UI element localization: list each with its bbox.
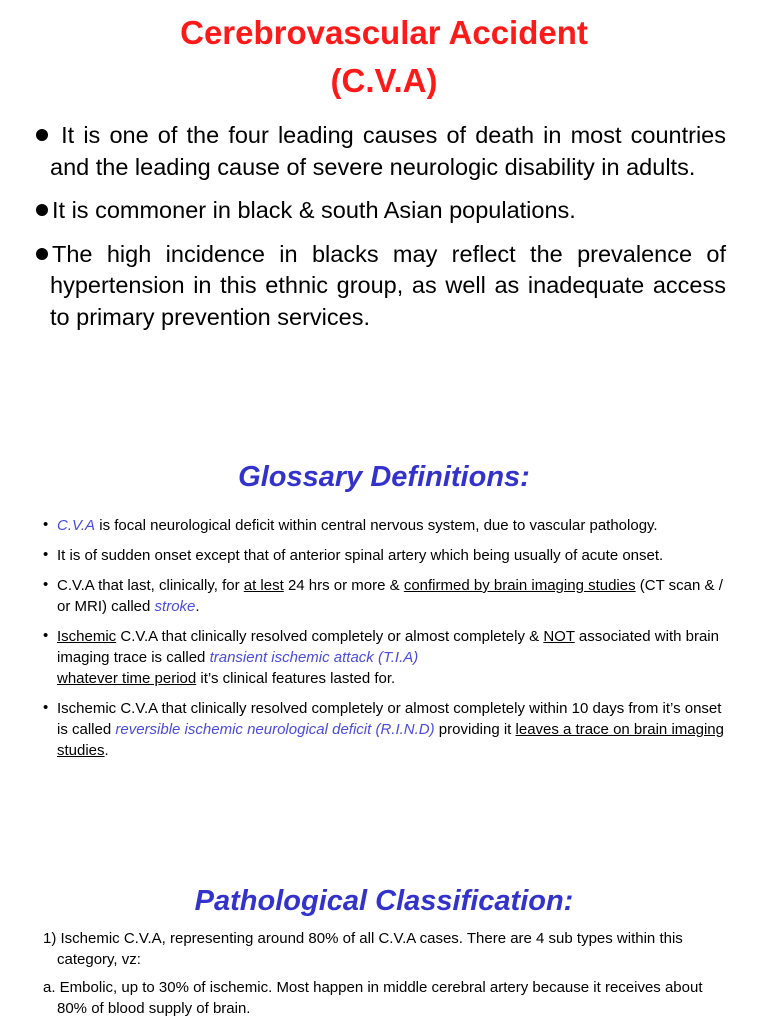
bullet-icon: •	[43, 546, 49, 563]
bullet-dot-icon	[36, 204, 48, 216]
classification-heading: Pathological Classification:	[194, 885, 574, 917]
glossary-heading: Glossary Definitions:	[238, 461, 530, 493]
classification-item: a. Embolic, up to 30% of ischemic. Most happen in middle cerebral artery because it receives about 80% of blood supply of brain.	[43, 979, 703, 1017]
bullet-icon: •	[43, 516, 49, 533]
glossary-list	[43, 515, 733, 770]
bullet-dot-icon	[36, 248, 48, 260]
bullet-icon: •	[43, 576, 49, 593]
bullet-icon: •	[43, 627, 49, 644]
intro-bullet-list	[36, 120, 726, 345]
classification-list	[43, 928, 733, 1026]
glossary-item: • C.V.A is focal neurological deficit within central nervous system, due to vascular pathology.	[43, 516, 658, 534]
glossary-item: • Ischemic C.V.A that clinically resolved completely or almost completely & NOT associated with brain imaging trace is called transient ischemic attack (T.I.A) whatever time period it’s clinical features lasted for.	[43, 627, 719, 687]
page-title-line2: (C.V.A)	[330, 62, 438, 99]
glossary-item: • C.V.A that last, clinically, for at lest 24 hrs or more & confirmed by brain imaging studies (CT scan & / or MRI) called stroke.	[43, 576, 723, 615]
glossary-item: • Ischemic C.V.A that clinically resolved completely or almost completely within 10 days from it’s onset is called reversible ischemic neurological deficit (R.I.N.D) providing it leaves a trace on brain imaging studies.	[43, 699, 724, 759]
page-title-line1: Cerebrovascular Accident	[180, 14, 588, 51]
intro-bullet: It is commoner in black & south Asian populations.	[36, 195, 726, 227]
intro-bullet: The high incidence in blacks may reflect the prevalence of hypertension in this ethnic group, as well as inadequate access to primary prevention services.	[36, 239, 726, 334]
classification-item: 1) Ischemic C.V.A, representing around 80% of all C.V.A cases. There are 4 sub types within this category, vz:	[43, 930, 683, 968]
bullet-icon: •	[43, 699, 49, 716]
glossary-item: • It is of sudden onset except that of anterior spinal artery which being usually of acute onset.	[43, 546, 664, 564]
bullet-dot-icon	[36, 129, 48, 141]
intro-bullet: It is one of the four leading causes of death in most countries and the leading cause of severe neurologic disability in adults.	[36, 120, 726, 183]
